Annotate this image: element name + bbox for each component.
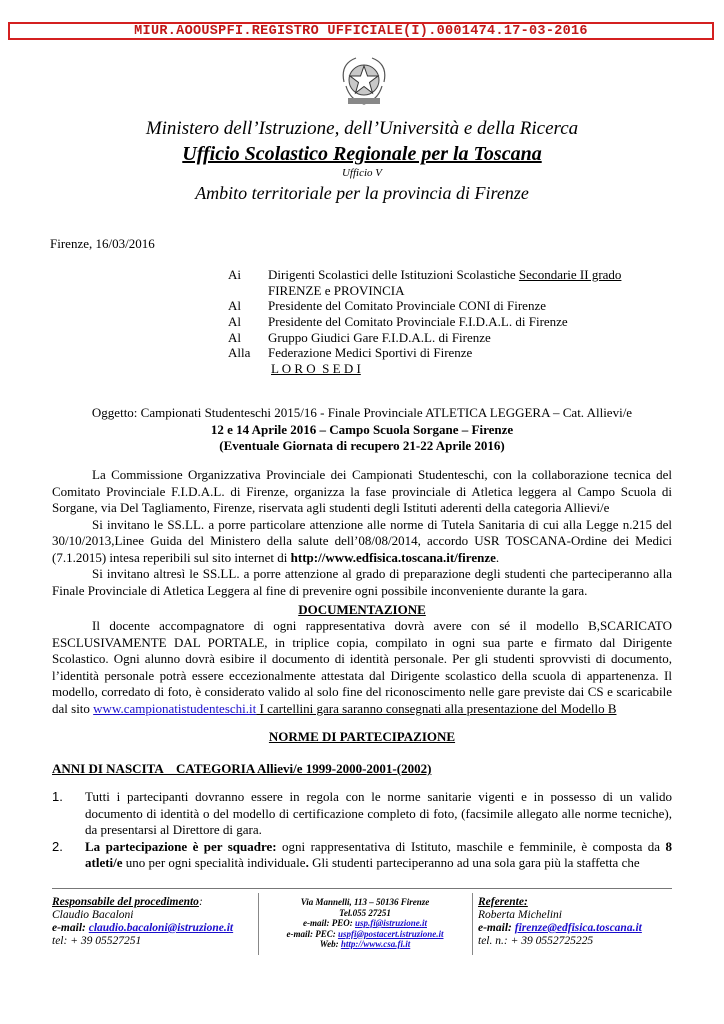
footer-separator-right [472, 893, 473, 955]
responsible-name: Claudio Bacaloni [52, 909, 134, 921]
referent-title: Referente: [478, 896, 528, 908]
norme-title: NORME DI PARTECIPAZIONE [268, 729, 456, 744]
subject [40, 405, 684, 455]
norme-item-2: 2. La partecipazione è per squadre: ogni rappresentativa di Istituto, maschile e femminile, è composta da 8 atleti/e uno per ogni specialità individuale. Gli studenti parteciperanno ad una sola gara più la staffetta che [52, 838, 672, 870]
recipient-3: Al Presidente del Comitato Provinciale F.I.D.A.L. di Firenze [228, 314, 568, 329]
footer-office-contacts: Via Mannelli, 113 – 50136 Firenze Tel.055 27251 e-mail: PEO: usp.fi@istruzione.it e-mail: PEC: uspfi@postacert.istruzione.it Web: http://www.csa.fi.it [286, 897, 444, 949]
peo-email[interactable]: usp.fi@istruzione.it [354, 918, 427, 928]
subject-line-2: 12 e 14 Aprile 2016 – Campo Scuola Sorgane – Firenze [210, 421, 514, 437]
protocol-stamp: MIUR.AOOUSPFI.REGISTRO UFFICIALE(I).0001474.17-03-2016 [8, 22, 714, 40]
paragraph-2: Si invitano le SS.LL. a porre particolare attenzione alle norme di Tutela Sanitaria di cui alla Legge n.215 del 30/10/2013,Linee Guida del Ministero della salute dell’08/08/2014, accordo USR TOSCANA-Ordine dei Medici (7.1.2015) intesa reperibili sul sito internet di http://www.edfisica.toscana.it/firenze. [52, 516, 672, 565]
recipient-prefix: Ai [228, 267, 241, 282]
referent-email[interactable]: firenze@edfisica.toscana.it [514, 922, 642, 934]
footer-responsible: Responsabile del procedimento: Claudio Bacaloni e-mail: claudio.bacaloni@istruzione.it tel: + 39 05527251 [52, 896, 257, 948]
responsible-tel: tel: + 39 05527251 [52, 935, 142, 947]
recipient-5: Alla Federazione Medici Sportivi di Firenze [228, 345, 473, 360]
recipient-4: Al Gruppo Giudici Gare F.I.D.A.L. di Firenze [228, 330, 491, 345]
recipient-2: Al Presidente del Comitato Provinciale CONI di Firenze [228, 298, 546, 313]
paragraph-1: La Commissione Organizzativa Provinciale dei Campionati Studenteschi, con la collaborazione tecnica del Comitato Provinciale F.I.D.A.L. di Firenze, organizza la fase provinciale di Atletica leggera al Campo Scuola di Sorgane, via Del Tagliamento, Firenze, riservata agli studenti degli Istituti aderenti della categoria Allievi/e [52, 467, 672, 515]
paragraph-3: Si invitano altresì le SS.LL. a porre attenzione al grado di preparazione degli studenti che parteciperanno alla Finale Provinciale di Atletica Leggera al fine di prevenire ogni possibile inconveniente durante la gara. [52, 566, 672, 598]
subject-line-3: (Eventuale Giornata di recupero 21-22 Aprile 2016) [219, 438, 505, 453]
referent-name: Roberta Michelini [478, 909, 562, 921]
body-paragraphs [52, 467, 672, 599]
referent-tel: tel. n.: + 39 0552725225 [478, 935, 594, 947]
recipient-1: Ai Dirigenti Scolastici delle Istituzioni Scolastiche Secondarie II grado FIRENZE e PROVINCIA [228, 267, 622, 298]
edfisica-link: http://www.edfisica.toscana.it/firenze [290, 549, 496, 565]
responsible-email[interactable]: claudio.bacaloni@istruzione.it [88, 922, 234, 934]
sub-office-label: Ufficio V [341, 167, 383, 179]
website-link[interactable]: http://www.csa.fi.it [340, 939, 411, 949]
documentazione-text: Il docente accompagnatore di ogni rappresentativa dovrà avere con sé il modello B,SCARICATO ESCLUSIVAMENTE DAL PORTALE, in triplice copia, compilato in ogni sua parte e firmato dal Dirigente Scolastico. Ogni alunno dovrà esibire il documento di identità personale. Per gli studenti sprovvisti di documento, l’identità personale potrà essere eccezionalmente attestata dal Dirigente scolastico della scuola di appartenenza. Il modello, corredato di foto, è considerato valido al solo fine del riconoscimento nelle gare previste dai CS e scaricabile dal sito www.campionatistudenteschi.it I cartellini gara saranno consegnati alla presentazione del Modello B [52, 618, 672, 716]
norme-item-1: 1. Tutti i partecipanti dovranno essere in regola con le norme sanitarie vigenti e in possesso di un valido documento di identità o del modello di certificazione completo di foto, (facsimile allegato alle norme tecniche), da presentarsi al Direttore di gara. [52, 789, 672, 837]
footer-divider [52, 888, 672, 889]
responsible-title: Responsabile del procedimento [52, 896, 199, 908]
campionati-link[interactable]: www.campionatistudenteschi.it [93, 700, 257, 716]
letter-date: Firenze, 16/03/2016 [50, 236, 155, 251]
footer-referent: Referente: Roberta Michelini e-mail: firenze@edfisica.toscana.it tel. n.: + 39 0552725225 [478, 896, 678, 948]
regional-office-heading: Ufficio Scolastico Regionale per la Toscana [182, 143, 542, 165]
documentazione-title: DOCUMENTAZIONE [298, 602, 426, 617]
loro-sedi: L O R O S E D I [271, 361, 361, 376]
norme-list [52, 789, 672, 872]
footer-separator-left [258, 893, 259, 955]
subject-line-1: Oggetto: Campionati Studenteschi 2015/16 - Finale Provinciale ATLETICA LEGGERA – Cat. Allievi/e [91, 405, 633, 420]
area-heading: Ambito territoriale per la provincia di Firenze [195, 183, 529, 203]
ministry-heading: Ministero dell’Istruzione, dell’Università e della Ricerca [145, 118, 579, 139]
pec-email[interactable]: uspfi@postacert.istruzione.it [337, 928, 444, 939]
italian-republic-emblem-icon [336, 52, 392, 110]
anni-di-nascita: ANNI DI NASCITA CATEGORIA Allievi/e 1999-2000-2001-(2002) [52, 761, 432, 776]
